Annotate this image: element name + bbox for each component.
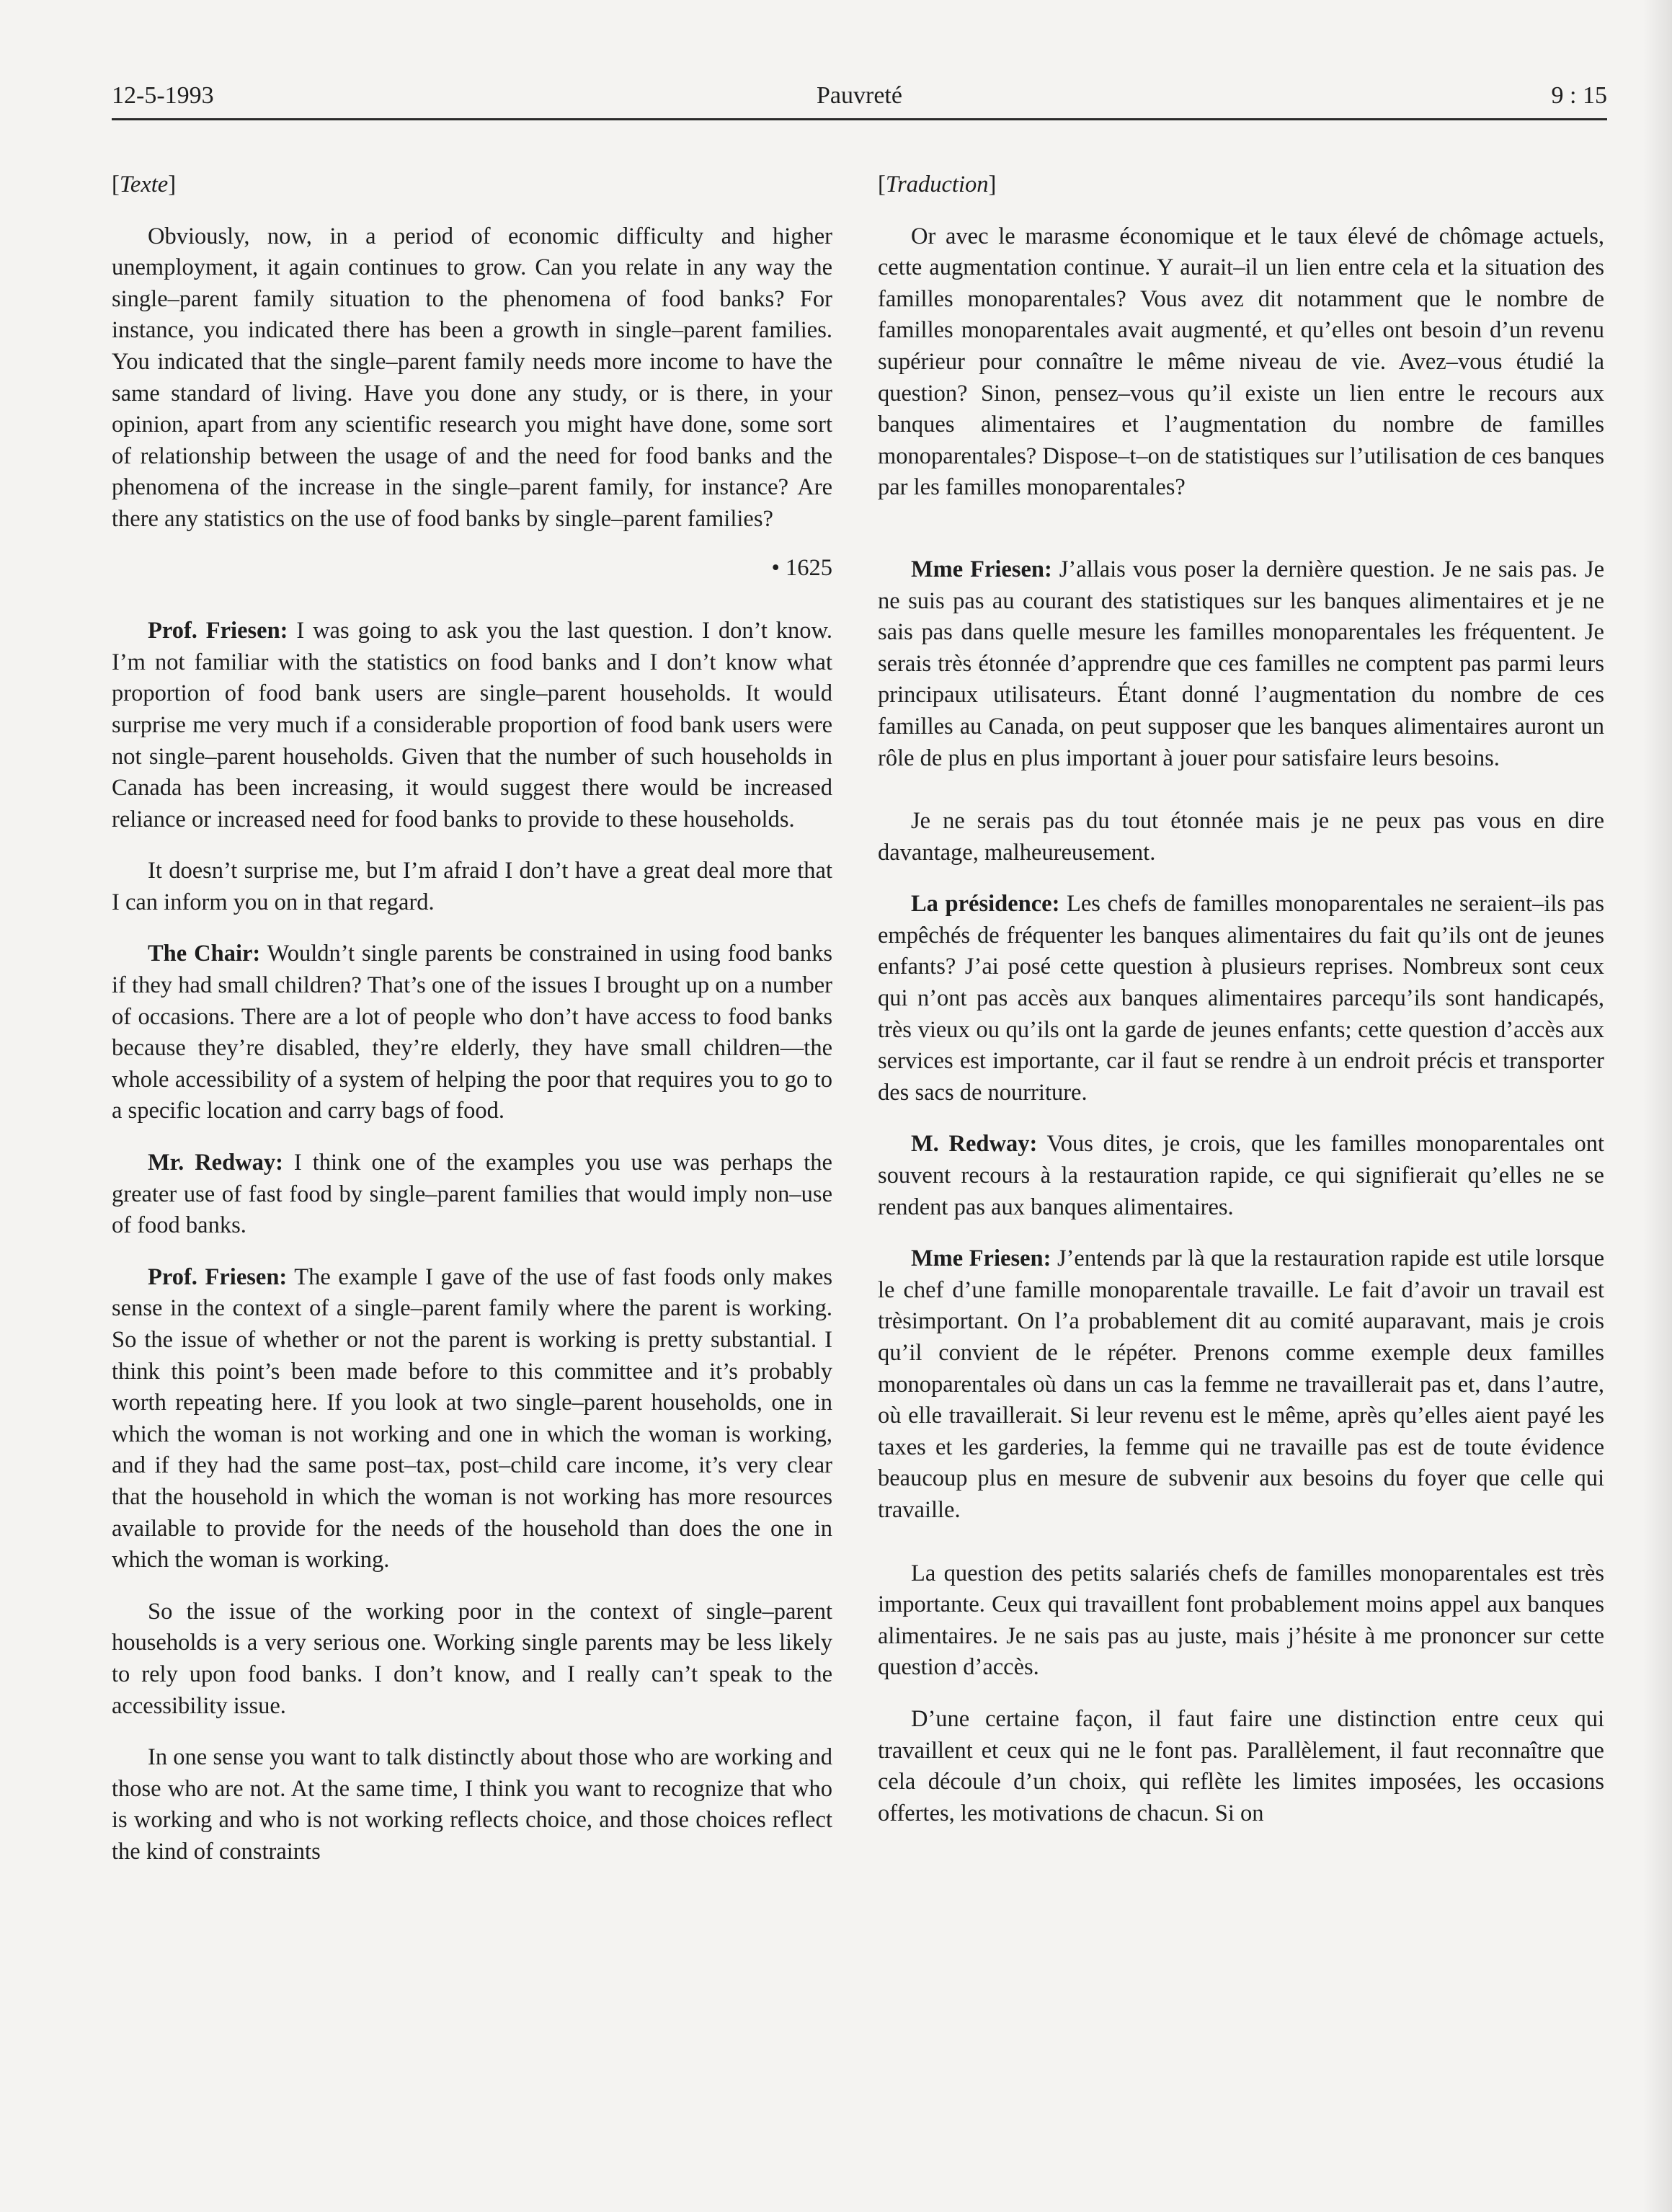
paragraph: D’une certaine façon, il faut faire une distinction entre ceux qui travaillent et ceux qui ne le font pas. Parallèlement, il faut reconnaître que cela découle d’un choix, qui reflète les limites imposées, les occasions offertes, les motivations de chacun. Si on	[878, 1705, 1604, 1826]
paragraph: Prof. Friesen: The example I gave of the use of fast foods only makes sense in the context of a single–parent family where the parent is working. So the issue of whether or not the parent is working is pretty substantial. I think this point’s been made before to this committee and it’s probably worth repeating here. If you look at two single–parent households, one in which the woman is not working and one in which the woman is working, and if they had the same post–tax, post–child care income, it’s very clear that the household in which the woman is not working has more resources available to provide for the needs of the household than does the one in which the woman is working.	[112, 1263, 832, 1573]
header-title: Pauvreté	[817, 82, 902, 109]
translation-tag: [Traduction]	[878, 172, 997, 197]
paragraph: The Chair: Wouldn’t single parents be constrained in using food banks if they had small children? That’s one of the issues I brought up on a number of occasions. There are a lot of people who don’t have access to food banks because they’re disabled, they’re elderly, they have small children—the whole accessibility of a system of helping the poor that requires you to go to a specific location and carry bags of food.	[112, 941, 832, 1124]
header-page-number: 9 : 15	[1551, 82, 1607, 109]
paragraph: Je ne serais pas du tout étonnée mais je ne peux pas vous en dire davantage, malheureusement.	[878, 808, 1604, 866]
paragraph: Mme Friesen: J’allais vous poser la dernière question. Je ne sais pas. Je ne suis pas au courant des statistiques sur les banques alimentaires et je ne sais pas dans quelle mesure les familles monoparentales les fréquentent. Je serais très étonnée d’apprendre que ces familles ne comptent pas parmi leurs principaux utilisateurs. Étant donné l’augmentation du nombre de ces familles au Canada, on peut supposer que les banques alimentaires auront un rôle de plus en plus important à jouer pour satisfaire leurs besoins.	[878, 556, 1604, 771]
page-edge-shadow	[1643, 0, 1672, 2212]
paragraph: Mme Friesen: J’entends par là que la restauration rapide est utile lorsque le chef d’une famille monoparentale travaille. Le fait d’avoir un travail est trèsimportant. On l’a probablement dit au comité auparavant, mais je crois qu’il convient de le répéter. Prenons comme exemple deux familles monoparentales où dans un cas la femme ne travaillerait pas et, dans l’autre, où elle travaillerait. Si leur revenu est le même, après qu’elles aient payé les taxes et les garderies, la femme qui ne travaille pas est de toute évidence beaucoup plus en mesure de subvenir aux besoins du foyer que celle qui travaille.	[878, 1245, 1604, 1523]
header-date: 12-5-1993	[112, 82, 214, 109]
speaker-name: La présidence:	[911, 891, 1060, 918]
paragraph: La présidence: Les chefs de familles monoparentales ne seraient–ils pas empêchés de fréquenter les banques alimentaires du fait qu’ils ont de jeunes enfants? J’ai posé cette question à plusieurs reprises. Nombreux sont ceux qui n’ont pas accès aux banques alimentaires parcequ’ils sont handicapés, très vieux ou qu’ils ont la garde de jeunes enfants; cette question d’accès aux services est importante, car il faut se rendre à un endroit précis et transporter des sacs de nourriture.	[878, 891, 1604, 1106]
speaker-name: Prof. Friesen:	[148, 618, 288, 644]
paragraph: Or avec le marasme économique et le taux élevé de chômage actuels, cette augmentation continue. Y aurait–il un lien entre cela et la situation des familles monoparentales? Vous avez dit notamment que le nombre de familles monoparentales avait augmenté, et qu’elles ont besoin d’un revenu supérieur pour connaître le même niveau de vie. Avez–vous étudié la question? Sinon, pensez–vous qu’il existe un lien entre le recours aux banques alimentaires et l’augmentation du nombre de familles monoparentales? Dispose–t–on de statistiques sur l’utilisation de ces banques par les familles monoparentales?	[878, 223, 1604, 501]
speaker-name: M. Redway:	[911, 1131, 1038, 1158]
time-marker: • 1625	[771, 554, 832, 581]
text-tag: [Texte]	[112, 172, 177, 197]
speaker-name: Mme Friesen:	[911, 556, 1052, 582]
speaker-name: Mr. Redway:	[148, 1150, 283, 1176]
running-header	[112, 78, 1607, 120]
paragraph: La question des petits salariés chefs de familles monoparentales est très importante. Ceux qui travaillent font probablement moins appel aux banques alimentaires. Je ne sais pas au juste, mais j’hésite à me prononcer sur cette question d’accès.	[878, 1560, 1604, 1681]
paragraph: It doesn’t surprise me, but I’m afraid I don’t have a great deal more that I can inform you on in that regard.	[112, 858, 832, 915]
paragraph: So the issue of the working poor in the context of single–parent households is a very serious one. Working single parents may be less likely to rely upon food banks. I don’t know, and I really can’t speak to the accessibility issue.	[112, 1598, 832, 1719]
speaker-name: Prof. Friesen:	[148, 1263, 288, 1290]
paragraph: Prof. Friesen: I was going to ask you the last question. I don’t know. I’m not familiar with the statistics on food banks and I don’t know what proportion of food bank users are single–parent households. It would surprise me very much if a considerable proportion of food bank users were not single–parent households. Given that the number of such households in Canada has been increasing, it would suggest there would be increased reliance or increased need for food banks to provide to these households.	[112, 618, 832, 832]
speaker-name: The Chair:	[148, 941, 261, 967]
english-column	[112, 169, 832, 1868]
paragraph: M. Redway: Vous dites, je crois, que les familles monoparentales ont souvent recours à la restauration rapide, ce qui signifierait qu’elles ne se rendent pas aux banques alimentaires.	[878, 1131, 1604, 1220]
french-column	[878, 169, 1604, 1829]
speaker-name: Mme Friesen:	[911, 1245, 1051, 1272]
paragraph: Obviously, now, in a period of economic difficulty and higher unemployment, it again continues to grow. Can you relate in any way the single–parent family situation to the phenomena of food banks? For instance, you indicated there has been a growth in single–parent families. You indicated that the single–parent family needs more income to have the same standard of living. Have you done any study, or is there, in your opinion, apart from any scientific research you might have done, some sort of relationship between the usage of and the need for food banks and the phenomena of the increase in the single–parent family, for instance? Are there any statistics on the use of food banks by single–parent families?	[112, 223, 832, 532]
paragraph: Mr. Redway: I think one of the examples you use was perhaps the greater use of fast food by single–parent families that would imply non–use of food banks.	[112, 1150, 832, 1239]
paragraph: In one sense you want to talk distinctly about those who are working and those who are not. At the same time, I think you want to recognize that who is working and who is not working reflects choice, and those choices reflect the kind of constraints	[112, 1744, 832, 1865]
